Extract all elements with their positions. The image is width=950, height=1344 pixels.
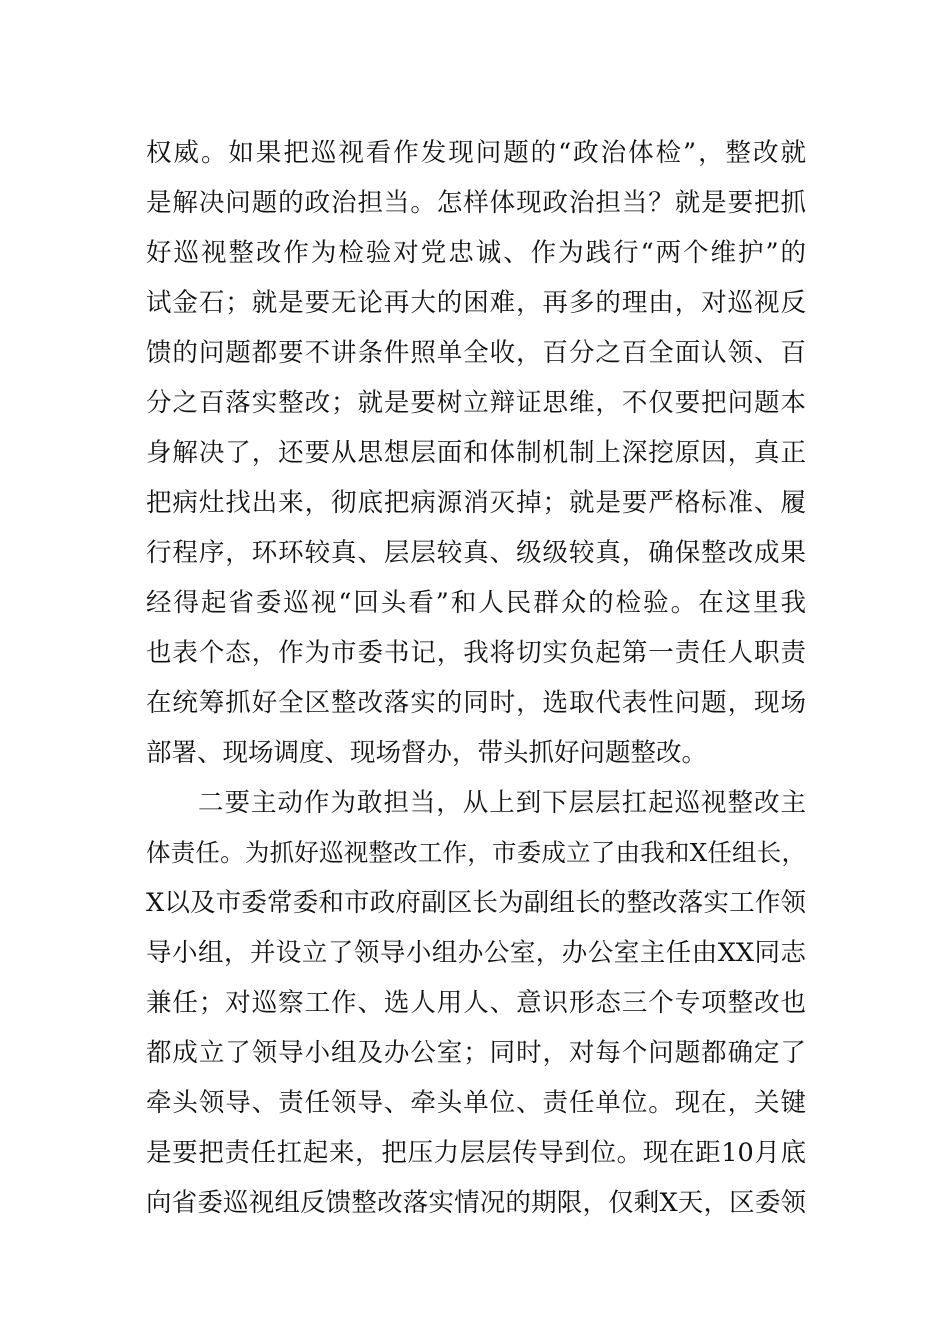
- text-line: 向省委巡视组反馈整改落实情况的期限，仅剩X天，区委领: [146, 1188, 806, 1218]
- body-text: [146, 128, 806, 1228]
- text-line: 行程序，环环较真、层层较真、级级较真，确保整改成果: [146, 538, 806, 568]
- text-line: X以及市委常委和市政府副区长为副组长的整改落实工作领: [146, 888, 806, 918]
- text-line: 试金石；就是要无论再大的困难，再多的理由，对巡视反: [146, 288, 806, 318]
- text-line: 兼任；对巡察工作、选人用人、意识形态三个专项整改也: [146, 988, 806, 1018]
- text-line: 馈的问题都要不讲条件照单全收，百分之百全面认领、百: [146, 338, 806, 368]
- text-line: 都成立了领导小组及办公室；同时，对每个问题都确定了: [146, 1038, 806, 1068]
- text-line: 在统筹抓好全区整改落实的同时，选取代表性问题，现场: [146, 688, 806, 718]
- text-line: 好巡视整改作为检验对党忠诚、作为践行“两个维护”的: [146, 238, 806, 268]
- text-line: 分之百落实整改；就是要树立辩证思维，不仅要把问题本: [146, 388, 806, 418]
- text-line: 是解决问题的政治担当。怎样体现政治担当？就是要把抓: [146, 188, 806, 218]
- text-line: 把病灶找出来，彻底把病源消灭掉；就是要严格标准、履: [146, 488, 806, 518]
- text-line: 导小组，并设立了领导小组办公室，办公室主任由XX同志: [146, 938, 806, 968]
- text-line: 体责任。为抓好巡视整改工作，市委成立了由我和X任组长，: [146, 838, 806, 867]
- text-line: 是要把责任扛起来，把压力层层传导到位。现在距10月底: [146, 1138, 806, 1168]
- paragraph-start-line: 二要主动作为敢担当，从上到下层层扛起巡视整改主: [198, 788, 806, 818]
- text-line: 部署、现场调度、现场督办，带头抓好问题整改。: [146, 738, 708, 768]
- text-line: 牵头领导、责任领导、牵头单位、责任单位。现在，关键: [146, 1088, 806, 1118]
- text-line: 也表个态，作为市委书记，我将切实负起第一责任人职责: [146, 638, 806, 668]
- text-line: 经得起省委巡视“回头看”和人民群众的检验。在这里我: [146, 588, 806, 618]
- text-line: 身解决了，还要从思想层面和体制机制上深挖原因，真正: [146, 438, 806, 468]
- text-line: 权威。如果把巡视看作发现问题的“政治体检”，整改就: [146, 138, 806, 168]
